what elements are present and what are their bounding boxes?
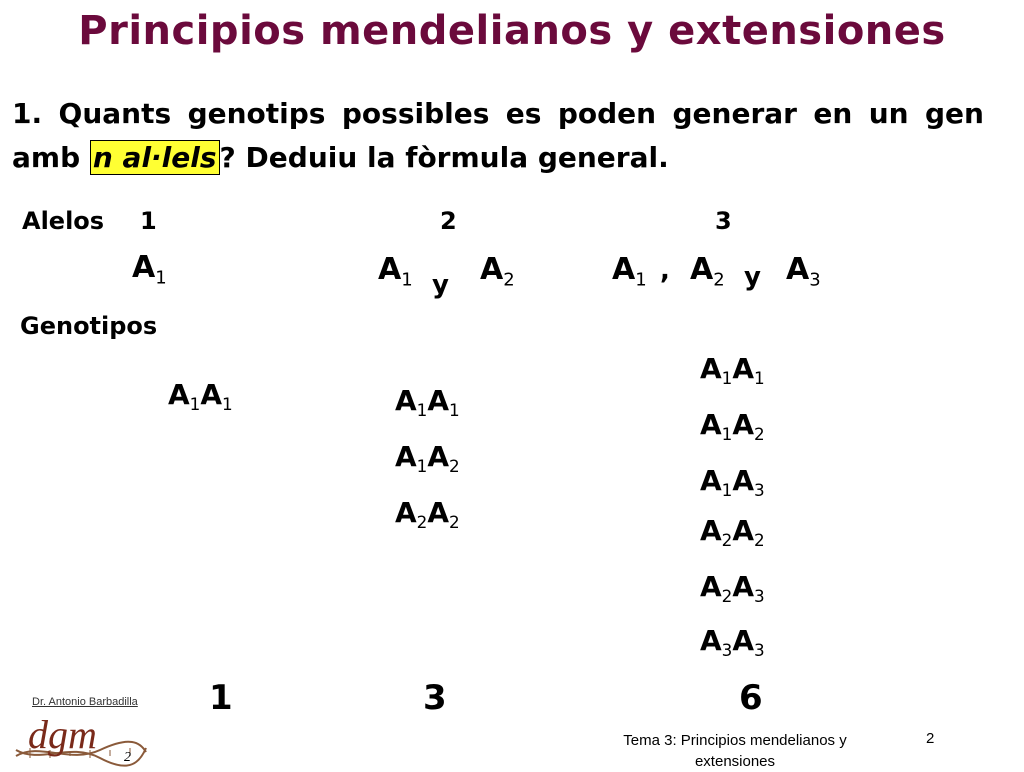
connector-y: y — [744, 262, 761, 292]
question-word: 1. — [12, 97, 43, 130]
allele: $A_1$ — [612, 252, 647, 291]
logo-number: 2 — [124, 750, 131, 765]
genotype: $A_2A_2$ — [700, 514, 765, 550]
allele: $A_1$ — [132, 250, 167, 289]
allele-count: 2 — [440, 207, 457, 235]
allele: $A_3$ — [786, 252, 821, 291]
genotipos-label: Genotipos — [20, 312, 158, 340]
question-word: genotips — [187, 97, 326, 130]
allele: $A_2$ — [480, 252, 515, 291]
logo-text: dgm — [28, 712, 97, 757]
slide-title: Principios mendelianos y extensiones — [78, 8, 946, 54]
allele-count: 3 — [715, 207, 732, 235]
genotype: $A_2A_2$ — [395, 496, 460, 532]
genotype: $A_1A_2$ — [395, 440, 460, 476]
genotype-total: 1 — [209, 678, 233, 718]
allele: $A_2$ — [690, 252, 725, 291]
genotype: $A_1A_1$ — [395, 384, 460, 420]
question-line-1 — [12, 92, 984, 136]
question-word: es — [505, 97, 542, 130]
question-word: un — [868, 97, 909, 130]
question-word: poden — [557, 97, 657, 130]
connector-y: y — [432, 270, 449, 300]
genotype: $A_1A_2$ — [700, 408, 765, 444]
question-prefix: amb — [12, 141, 90, 174]
genotype-total: 6 — [739, 678, 763, 718]
genotype: $A_3A_3$ — [700, 624, 765, 660]
genotype: $A_1A_3$ — [700, 464, 765, 500]
question-word: generar — [672, 97, 797, 130]
question-word: possibles — [341, 97, 490, 130]
question-word: gen — [925, 97, 984, 130]
question-word: Quants — [58, 97, 172, 130]
author-link[interactable]: Dr. Antonio Barbadilla — [32, 696, 138, 708]
allele: $A_1$ — [378, 252, 413, 291]
genotype-total: 3 — [423, 678, 447, 718]
genotype: $A_2A_3$ — [700, 570, 765, 606]
question-line-2 — [12, 136, 984, 180]
question-suffix: ? Deduiu la fòrmula general. — [219, 141, 669, 174]
footer-course: Tema 3: Principios mendelianos y extensiones — [623, 732, 847, 770]
genotype: $A_1A_1$ — [700, 352, 765, 388]
page-number: 2 — [926, 730, 935, 747]
alelos-label: Alelos — [22, 207, 105, 235]
question-word: en — [813, 97, 853, 130]
question-text — [12, 92, 984, 180]
allele-count: 1 — [140, 207, 157, 235]
connector-comma: , — [660, 256, 670, 286]
highlighted-term: n al·lels — [90, 140, 220, 175]
genotype: $A_1A_1$ — [168, 378, 233, 414]
